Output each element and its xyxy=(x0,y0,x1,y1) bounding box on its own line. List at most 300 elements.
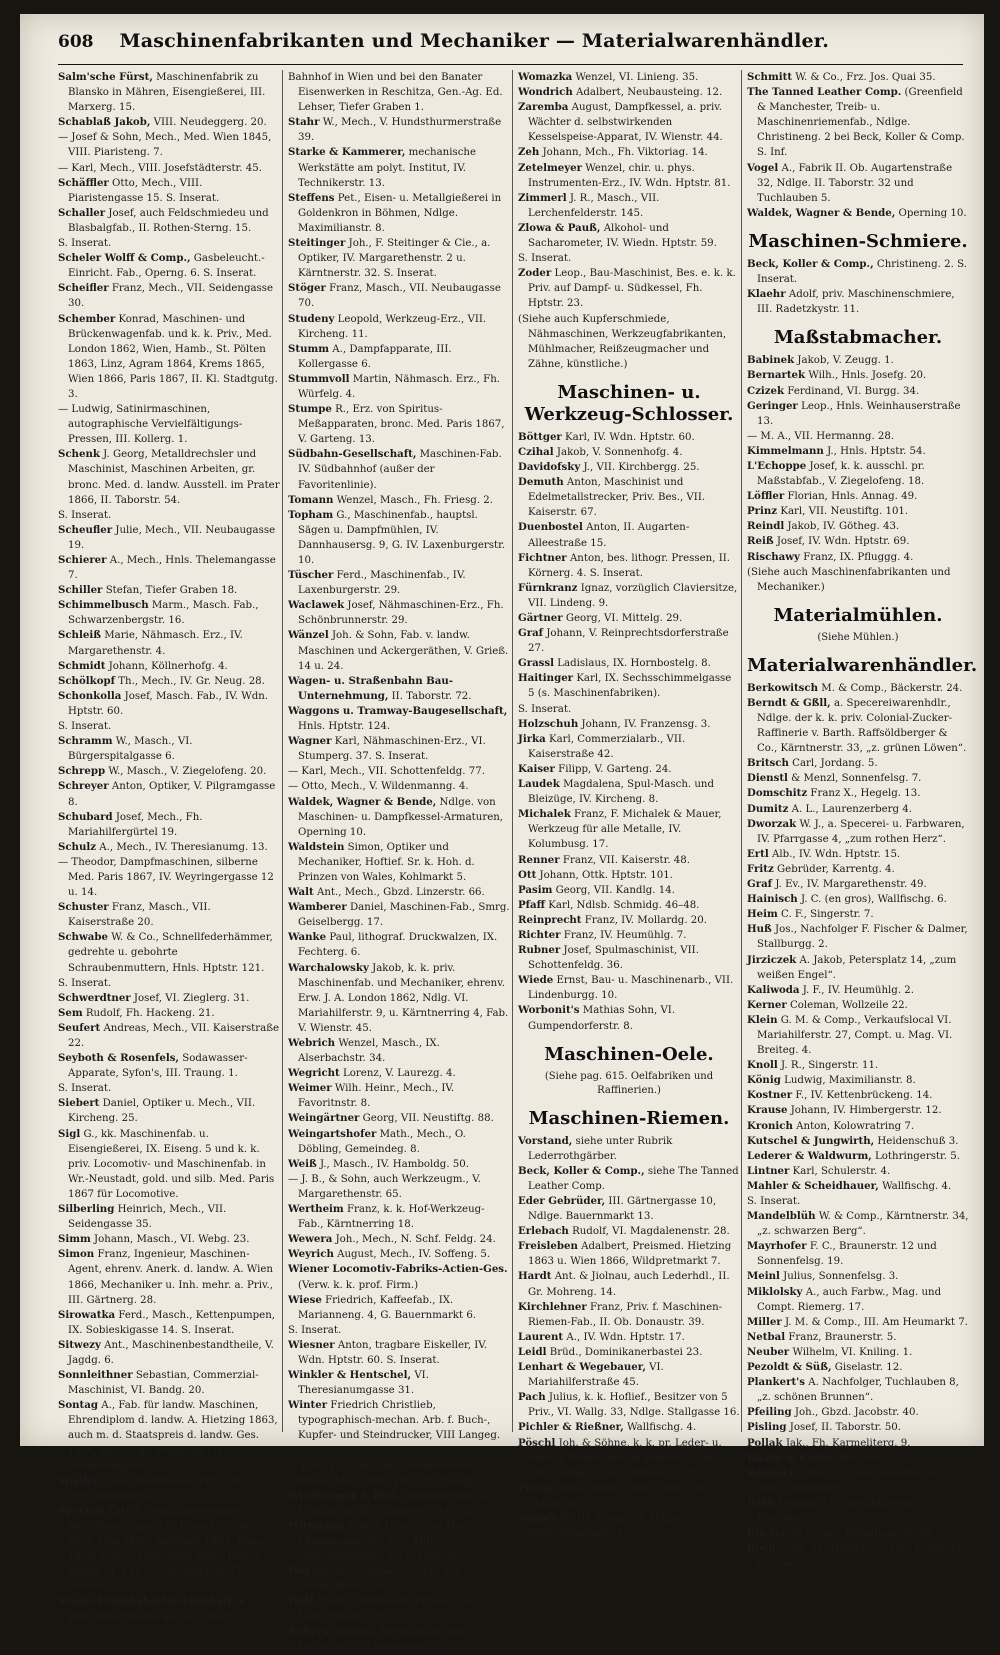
entry-name: Mandelblüh xyxy=(747,1210,816,1223)
column-1 xyxy=(58,70,280,1623)
entry-name: Webrich xyxy=(288,1037,336,1049)
entry-details: Sebastian, Commerzial-Maschinist, VI. Bandg. 20. xyxy=(68,1370,259,1397)
entry-name: Schwerdtner xyxy=(58,991,131,1004)
directory-entry xyxy=(518,717,740,732)
directory-entry xyxy=(518,732,740,762)
entry-name: Klein xyxy=(747,1013,778,1026)
directory-entry xyxy=(747,489,969,504)
entry-name: Wiesner xyxy=(288,1338,335,1351)
entry-details: a. Specereiwarenhdlr., Ndlge. der k. k. priv. Colonial-Zucker-Raffinerie v. Barth. Raffsöldberger & Co., Kärntnerstr. 33, „z. grünen Löwen“. xyxy=(757,697,967,755)
entry-details: Josef, II. Taborstr. 50. xyxy=(789,1422,902,1434)
entry-name: Beck, Koller & Comp., xyxy=(518,1164,645,1177)
directory-entry xyxy=(518,1300,740,1330)
entry-name: Schimmelbusch xyxy=(58,599,149,612)
entry-name: Schember xyxy=(58,312,116,325)
entry-name: Pichler & Rießner, xyxy=(518,1421,624,1434)
entry-details: Julius, k. k. Hoflief., Besitzer von 5 Priv., VI. Wallg. 33, Ndlge. Stallgasse 16. xyxy=(528,1392,740,1419)
entry-name: Schmidt xyxy=(58,659,106,672)
entry-name: Sontag xyxy=(58,1399,98,1412)
entry-details: Wallfischg. 4. xyxy=(627,1422,697,1434)
column-rule xyxy=(741,70,742,1432)
entry-details: III. Gärtnergasse 10, Ndlge. Bauernmarkt 13. xyxy=(528,1196,717,1223)
directory-entry xyxy=(747,1179,969,1194)
directory-entry xyxy=(288,1368,510,1398)
entry-details: Leopold, Werkzeug-Erz., VII. Kircheng. 11. xyxy=(298,313,487,340)
entry-details: Ferd., Maschinenfab., IV. Laxenburgerstr. 29. xyxy=(298,570,466,597)
directory-entry xyxy=(518,430,740,445)
directory-entry xyxy=(288,674,510,704)
directory-entry xyxy=(747,368,969,383)
directory-entry xyxy=(288,191,510,236)
entry-name: Sem xyxy=(58,1006,83,1019)
directory-entry xyxy=(288,402,510,447)
directory-entry xyxy=(518,883,740,898)
entry-details: Florian, Hnls. Annag. 49. xyxy=(787,491,918,503)
entry-details: Ernst, Bau- u. Maschinenarb., VII. Lindenburgg. 10. xyxy=(528,975,734,1002)
entry-name: Wöl xyxy=(288,1565,310,1578)
entry-name: Waldek, Wagner & Bende, xyxy=(288,795,437,808)
entry-details: Alb., IV. Wdn. Hptstr. 15. xyxy=(771,848,901,860)
entry-name: Scheifler xyxy=(58,282,109,295)
entry-name: Britsch xyxy=(747,757,789,770)
entry-name: Fritz xyxy=(747,862,774,875)
entry-details: Adalbert, Neubausteing. 12. xyxy=(576,87,723,99)
entry-name: Renner xyxy=(518,853,560,866)
directory-entry xyxy=(747,1164,969,1179)
entry-name: Weingärtner xyxy=(288,1112,360,1125)
entry-details: Franz, IV. Mollardg. 20. xyxy=(584,914,708,926)
directory-entry xyxy=(747,550,969,565)
directory-entry xyxy=(518,853,740,868)
directory-entry xyxy=(747,1239,969,1269)
directory-entry xyxy=(58,991,280,1006)
entry-details: Wilhelm, VI. Kniling. 1. xyxy=(792,1346,913,1358)
entry-details: Andreas, Mech., VII. Kaiserstraße 22. xyxy=(68,1022,280,1049)
entry-details: A., Dampfapparate, III. Kollergasse 6. xyxy=(298,343,452,370)
directory-entry xyxy=(518,626,740,656)
directory-entry xyxy=(288,628,510,673)
entry-name: Schmitt xyxy=(747,71,793,83)
entry-details: W., Masch., V. Ziegelofeng. 20. xyxy=(108,766,267,778)
entry-details: Wallfischg. 4. xyxy=(882,1180,952,1192)
entry-name: Südbahn-Gesellschaft, xyxy=(288,448,417,461)
entry-details: Maschinenfab. u. Mühlbauer, III. Marxerg. 20 u. 22. xyxy=(298,1490,492,1517)
entry-name: Sonnleithner xyxy=(58,1369,133,1382)
directory-entry xyxy=(58,1127,280,1202)
directory-entry xyxy=(518,145,740,160)
directory-entry xyxy=(58,1474,280,1504)
entry-name: Heim xyxy=(747,908,778,921)
entry-name: Eder Gebrüder, xyxy=(518,1195,606,1207)
entry-name: Neuber xyxy=(747,1345,790,1358)
directory-entry xyxy=(288,70,510,115)
entry-details: S. Inserat. xyxy=(58,977,112,989)
directory-entry xyxy=(58,1081,280,1096)
entry-details: Hnls. Hptstr. 124. xyxy=(298,721,391,733)
entry-name: Pisling xyxy=(747,1421,787,1434)
directory-entry xyxy=(58,583,280,598)
entry-name: Schenk xyxy=(58,448,100,461)
entry-name: Seufert xyxy=(58,1021,101,1034)
entry-details: Josef, Spulmaschinist, VII. Schottenfeldg. 36. xyxy=(528,945,699,972)
entry-details: Gebrüder, Karrentg. 4. xyxy=(777,863,895,875)
entry-details: — Karl, Mech., VII. Schottenfeldg. 77. xyxy=(288,766,485,778)
entry-name: Zoder xyxy=(518,267,552,280)
entry-details: & Menzl, Sonnenfelsg. 7. xyxy=(791,773,922,785)
directory-entry xyxy=(747,206,969,221)
entry-name: Zlowa & Pauß, xyxy=(518,221,601,234)
entry-name: Domschitz xyxy=(747,787,808,800)
directory-entry xyxy=(58,1308,280,1338)
directory-entry xyxy=(58,1368,280,1398)
entry-name: Waclawek xyxy=(288,599,345,612)
entry-details: — Theodor, Dampfmaschinen, silberne Med. Paris 1867, IV. Weyringergasse 12 u. 14. xyxy=(58,856,274,899)
directory-entry xyxy=(288,1594,510,1624)
entry-details: S. Inserat. xyxy=(58,721,112,733)
entry-details: Jak., Fh. Karmeliterg. 9. xyxy=(785,1437,911,1449)
entry-details: siehe unter Rubrik Lederrothgärber. xyxy=(528,1135,673,1162)
entry-details: S. Inserat. xyxy=(288,1324,342,1336)
directory-entry xyxy=(518,85,740,100)
entry-name: Warchalowsky xyxy=(288,961,369,974)
directory-entry xyxy=(747,1405,969,1420)
directory-entry xyxy=(58,628,280,658)
entry-name: Pollak xyxy=(518,1481,554,1494)
directory-entry xyxy=(58,840,280,855)
directory-entry xyxy=(58,779,280,809)
entry-details: Friedrich, Kaffeefab., IX. Marianneng. 4, G. Bauernmarkt 6. xyxy=(298,1294,477,1321)
entry-name: Duenbostel xyxy=(518,521,583,534)
directory-entry xyxy=(747,565,969,595)
entry-details: — J. B., & Sohn, auch Werkzeugm., V. Margarethenstr. 65. xyxy=(288,1173,481,1200)
entry-details: Johann, IV. Himbergerstr. 12. xyxy=(790,1105,942,1117)
entry-details: mechanische Werkstätte am polyt. Institut, IV. Technikerstr. 13. xyxy=(298,147,477,189)
entry-details: Coleman, Wollzeile 22. xyxy=(790,999,908,1011)
page-header xyxy=(58,30,963,65)
entry-name: Wegricht xyxy=(288,1067,340,1080)
directory-entry xyxy=(288,961,510,1036)
directory-entry xyxy=(747,786,969,801)
entry-details: Jos., Nachfolger F. Fischer & Dalmer, Stallburgg. 2. xyxy=(757,924,968,951)
entry-name: Wagen- u. Straßenbahn Bau-Unternehmung, xyxy=(288,674,454,702)
directory-entry xyxy=(288,795,510,840)
column-rule xyxy=(512,70,513,1432)
entry-name: Pfaff xyxy=(518,898,546,911)
entry-details: J., VII. Kirchbergg. 25. xyxy=(583,462,700,474)
entry-name: Michalek xyxy=(518,808,571,821)
entry-name: Winkler & Hentschel, xyxy=(288,1369,412,1382)
entry-details: Th., Mech., IV. Gr. Neug. 28. xyxy=(118,675,265,687)
entry-details: Ludwig, VI. Mariahilferstr. 73, „z. Elefanten“. xyxy=(757,1497,952,1524)
directory-entry xyxy=(518,1003,740,1033)
entry-name: Haitinger xyxy=(518,672,574,685)
directory-entry xyxy=(288,236,510,281)
entry-name: Rischawy xyxy=(747,550,800,563)
entry-name: Mayrhofer xyxy=(747,1240,807,1253)
entry-name: Studeny xyxy=(288,312,335,325)
entry-name: Ott xyxy=(518,868,537,881)
directory-entry xyxy=(58,674,280,689)
directory-entry xyxy=(58,508,280,523)
directory-entry xyxy=(288,1232,510,1247)
directory-entry xyxy=(518,161,740,191)
entry-name: Schulz xyxy=(58,840,97,853)
directory-entry xyxy=(288,1081,510,1111)
directory-page xyxy=(20,14,984,1653)
entry-name: Dumitz xyxy=(747,802,789,815)
directory-entry xyxy=(58,1006,280,1021)
entry-details: Franz, F. Michalek & Mauer, Werkzeug für alle Metalle, IV. Kolumbusg. 17. xyxy=(528,809,722,851)
directory-entry xyxy=(288,930,510,960)
directory-entry xyxy=(288,1127,510,1157)
entry-name: Weiß xyxy=(288,1157,317,1170)
entry-name: Demuth xyxy=(518,476,564,489)
entry-details: Daniel, Maschinen-Fab., Smrg. Geiselbergg. 17. xyxy=(298,902,510,929)
directory-entry xyxy=(518,1481,740,1511)
entry-details: Wenzel, Masch., Fh. Friesg. 2. xyxy=(336,494,494,506)
section-heading: Maßstabmacher. xyxy=(773,327,943,349)
entry-details: Rudolf, VI. Magdalenenstr. 28. xyxy=(572,1226,730,1238)
entry-name: Jirka xyxy=(518,732,546,745)
directory-entry xyxy=(288,1564,510,1594)
entry-details: Josef, VI. Zieglerg. 31. xyxy=(133,992,250,1004)
entry-name: Czihal xyxy=(518,445,554,458)
directory-entry xyxy=(58,1594,280,1624)
entry-name: Lederer & Waldwurm, xyxy=(747,1149,872,1162)
entry-name: Stumpe xyxy=(288,403,332,416)
entry-name: Kirchlehner xyxy=(518,1300,587,1313)
directory-entry xyxy=(747,862,969,877)
entry-details: Johann, Nähmasch. Erz., VII. Mariahilferstr. 98. xyxy=(298,1566,463,1593)
entry-name: König xyxy=(747,1074,781,1087)
entry-name: Spaller xyxy=(58,1474,99,1487)
directory-entry xyxy=(518,100,740,145)
section-heading: Maschinen-Riemen. xyxy=(528,1107,730,1129)
entry-details: J. R., Singerstr. 11. xyxy=(781,1060,879,1072)
entry-details: Karl, Nähmaschinen-Erz., VI. Stumperg. 37. S. Inserat. xyxy=(298,736,486,763)
entry-details: Karl, Commerzialarb., VII. Kaiserstraße 42. xyxy=(528,733,686,760)
entry-details: C. F., Singerstr. 7. xyxy=(781,909,874,921)
entry-details: Alkohol- und Sacharometer, IV. Wiedn. Hptstr. 59. xyxy=(528,222,717,250)
entry-details: Mar & Comp., Kärnthnerstr. 36. xyxy=(768,1528,935,1540)
entry-details: Karl, VII. Neustiftg. 101. xyxy=(780,506,909,518)
entry-details: J. F., IV. Heumühlg. 2. xyxy=(802,984,915,996)
entry-name: Wondrich xyxy=(518,86,573,99)
directory-entry xyxy=(288,493,510,508)
entry-name: Steffens xyxy=(288,191,335,204)
entry-details: A., Fab. für landw. Maschinen, Ehrendiplom d. landw. A. Hietzing 1863, auch m. d. Staatspreis d. landw. Ges. 1866, Bes. d. gr. Preismed., IV. Simmeringerstr. 15. xyxy=(68,1400,278,1472)
entry-name: Beck, Koller & Comp., xyxy=(747,257,874,270)
entry-details: II. Taborstr. 72. xyxy=(391,690,472,702)
directory-entry xyxy=(518,868,740,883)
entry-name: Huß xyxy=(747,923,772,936)
entry-name: Staats-Eisenbahn-Gesellschaft, xyxy=(58,1595,236,1608)
entry-name: Schramm xyxy=(58,735,113,748)
directory-entry xyxy=(58,659,280,674)
entry-details: Franz, k. k. Hof-Werkzeug-Fab., Kärntnerring 18. xyxy=(298,1204,485,1231)
directory-entry xyxy=(518,312,740,372)
entry-details: Franz, Masch., VII. Neubaugasse 70. xyxy=(298,283,501,310)
directory-entry xyxy=(288,598,510,628)
entry-name: Tomann xyxy=(288,493,334,506)
directory-entry xyxy=(58,1232,280,1247)
entry-details: Martin, Nähmasch. Erz., Fh. Würfelg. 4. xyxy=(298,373,501,400)
section-note: (Siehe pag. 615. Oelfabriken und Raffinerien.) xyxy=(544,1070,714,1096)
entry-details: Brüd., Dominikanerbastei 23. xyxy=(549,1346,703,1358)
entry-name: Starke & Kammerer, xyxy=(288,146,406,159)
entry-details: Anton, II. Augarten-Alleestraße 15. xyxy=(528,522,690,549)
directory-entry xyxy=(288,1262,510,1292)
entry-name: Dienstl xyxy=(747,772,788,785)
directory-entry xyxy=(58,598,280,628)
entry-name: Pezoldt & Süß, xyxy=(747,1361,832,1374)
directory-entry xyxy=(518,807,740,852)
section-note: (Siehe Mühlen.) xyxy=(817,631,899,643)
entry-details: M. & Comp., Bäckerstr. 24. xyxy=(821,682,963,694)
directory-entry xyxy=(518,1239,740,1269)
directory-entry xyxy=(518,1345,740,1360)
entry-details: S. Inserat. xyxy=(58,238,112,250)
entry-details: S. Inserat. xyxy=(58,509,112,521)
directory-entry xyxy=(58,1202,280,1232)
directory-entry xyxy=(518,1330,740,1345)
directory-entry xyxy=(58,523,280,553)
entry-details: Pet., Eisen- u. Metallgießerei in Goldenkron in Böhmen, Ndlge. Maximilianstr. 8. xyxy=(298,192,502,234)
directory-entry xyxy=(747,1013,969,1058)
entry-name: Wolf xyxy=(288,1595,314,1608)
entry-name: Pfeiling xyxy=(747,1406,792,1419)
entry-name: Reindl xyxy=(747,520,785,533)
entry-name: The Tanned Leather Comp. xyxy=(747,86,902,99)
entry-details: A., Mech., Hnls. Thelemangasse 7. xyxy=(68,555,276,582)
entry-name: Topham xyxy=(288,508,334,521)
entry-details: Mathias Sohn, VI. Gumpendorferstr. 8. xyxy=(528,1005,676,1032)
entry-name: Kronich xyxy=(747,1119,793,1132)
entry-details: Paul, lithograf. Druckwalzen, IX. Fechterg. 6. xyxy=(298,932,498,959)
entry-details: siehe The Tanned Leather Comp. xyxy=(528,1165,739,1192)
entry-details: Christineng. 2. S. Inserat. xyxy=(757,258,967,286)
entry-name: Kaliwoda xyxy=(747,983,800,996)
directory-entry xyxy=(288,1489,510,1519)
directory-entry xyxy=(518,702,740,717)
entry-details: Heidenschuß 3. xyxy=(877,1135,959,1147)
entry-details: — Karl, Erz. von Elektrisirmaschinen, bronc. Med. Paris 1867, IV. Waagg. 5. xyxy=(288,1460,493,1487)
directory-entry xyxy=(288,1066,510,1081)
entry-details: Josef, Mech., Fh. Mariahilfergürtel 19. xyxy=(68,811,203,838)
entry-details: Rudolf (Patent auf Meßrad-Längenapparat), Unt. Mdl. Wilhelminstraße 29. S. Inserat. xyxy=(298,1521,490,1563)
directory-entry xyxy=(58,855,280,900)
entry-name: Rix xyxy=(747,1527,766,1540)
directory-entry xyxy=(747,907,969,922)
entry-details: A., Mech., IV. Theresianumg. 13. xyxy=(99,841,268,853)
directory-entry xyxy=(747,696,969,756)
directory-entry xyxy=(288,1111,510,1126)
entry-name: Hardt xyxy=(518,1270,552,1283)
directory-entry xyxy=(288,1202,510,1232)
entry-name: Babinek xyxy=(747,354,795,367)
entry-details: J., Hnls. Hptstr. 54. xyxy=(827,445,926,457)
entry-details: S. Inserat. xyxy=(747,1196,801,1207)
entry-name: Laudek xyxy=(518,778,560,791)
entry-details: Sodawasser-Apparate, Syfon's, III. Traung. 1. xyxy=(68,1053,248,1080)
entry-details: Anton, Kolowratring 7. xyxy=(796,1120,915,1132)
directory-entry xyxy=(58,447,280,507)
entry-details: Anton, Optiker, V. Pilgramgasse 8. xyxy=(68,781,276,808)
entry-name: Meinl xyxy=(747,1270,780,1283)
directory-entry xyxy=(288,372,510,402)
entry-details: A., IV. Wdn. Hptstr. 17. xyxy=(566,1331,685,1343)
entry-details: Joh., F. Steitinger & Cie., a. Optiker, IV. Margarethenstr. 2 u. Kärntnerstr. 32. S. Inserat. xyxy=(298,238,491,280)
entry-name: Reinprecht xyxy=(518,913,582,926)
entry-details: Stefan, Tiefer Graben 18. xyxy=(105,585,238,597)
directory-entry xyxy=(747,1149,969,1164)
directory-entry xyxy=(747,1375,969,1405)
entry-details: Konrad, Maschinen- und Brückenwagenfab. und k. k. Priv., Med. London 1862, Wien, Hamb., St. Pölten 1863, Linz, Agram 1864, Krems 1865, Wien 1866, Paris 1867, II. Kl. Stadtgutg. 3. xyxy=(68,313,278,400)
directory-entry xyxy=(747,1088,969,1103)
entry-name: Schiller xyxy=(58,584,103,597)
entry-details: G., Maschinenfab., hauptsl. Sägen u. Dampfmühlen, IV. Dannhausersg. 9, G. IV. Laxenburgerstr. 10. xyxy=(298,509,506,566)
directory-entry xyxy=(58,1247,280,1307)
directory-entry xyxy=(518,928,740,943)
directory-entry xyxy=(747,1285,969,1315)
entry-name: Kostner xyxy=(747,1089,793,1102)
entry-details: Franz, IX. Pfluggg. 4. xyxy=(803,551,914,563)
directory-entry xyxy=(518,671,740,701)
page-number: 608 xyxy=(58,32,94,52)
directory-entry xyxy=(288,734,510,764)
entry-name: Pollak xyxy=(747,1436,783,1449)
entry-details: Math., Mech., O. Döbling, Gemeindeg. 8. xyxy=(298,1128,466,1155)
directory-entry xyxy=(747,1269,969,1284)
entry-details: Karl, IV. Wdn. Hptstr. 60. xyxy=(565,431,695,443)
directory-entry xyxy=(58,206,280,236)
entry-details: (Siehe auch Maschinenfabrikanten und Mechaniker.) xyxy=(747,566,951,593)
entry-name: Walt xyxy=(288,886,314,899)
entry-details: Karl, IX. Sechsschimmelgasse 5 (s. Maschinenfabriken). xyxy=(528,673,732,700)
entry-name: Berkowitsch xyxy=(747,681,819,694)
entry-details: — Ludwig, Satinirmaschinen, autographische Vervielfältigungs-Pressen, III. Kollerg. 1. xyxy=(58,404,243,446)
entry-details: Ant., Maschinenbestandtheile, V. Jagdg. 6. xyxy=(68,1339,274,1366)
directory-entry xyxy=(288,1036,510,1066)
entry-name: Zetelmeyer xyxy=(518,161,583,174)
entry-name: Wewera xyxy=(288,1233,333,1246)
directory-entry xyxy=(288,342,510,372)
directory-entry xyxy=(747,1360,969,1375)
directory-entry xyxy=(288,1398,510,1458)
entry-details: (Verw. k. k. prof. Firm.) xyxy=(298,1279,419,1291)
directory-entry xyxy=(518,475,740,520)
directory-entry xyxy=(58,176,280,206)
entry-name: Miklolsky xyxy=(747,1285,803,1298)
entry-name: Simm xyxy=(58,1233,91,1246)
entry-name: Wanke xyxy=(288,931,327,944)
entry-details: Wenzel, VI. Linieng. 35. xyxy=(575,72,699,83)
page-title: Maschinenfabrikanten und Mechaniker — Materialwarenhändler. xyxy=(119,30,830,52)
entry-details: Anton, Maschinist und Edelmetallstrecker, Priv. Bes., VII. Kaiserstr. 67. xyxy=(528,477,706,519)
entry-details: Josef, IV. Wdn. Hptstr. 69. xyxy=(776,536,910,548)
directory-entry xyxy=(58,236,280,251)
directory-entry xyxy=(747,681,969,696)
entry-name: Schrepp xyxy=(58,765,106,778)
entry-name: Netbal xyxy=(747,1330,786,1343)
entry-name: Siebert xyxy=(58,1097,100,1110)
directory-entry xyxy=(288,145,510,190)
entry-details: Josef, Masch. Fab., IV. Wdn. Hptstr. 60. xyxy=(68,690,269,717)
entry-name: Holzschuh xyxy=(518,717,579,730)
directory-entry xyxy=(288,704,510,734)
entry-name: Klaehr xyxy=(747,288,786,301)
directory-entry xyxy=(58,115,280,130)
